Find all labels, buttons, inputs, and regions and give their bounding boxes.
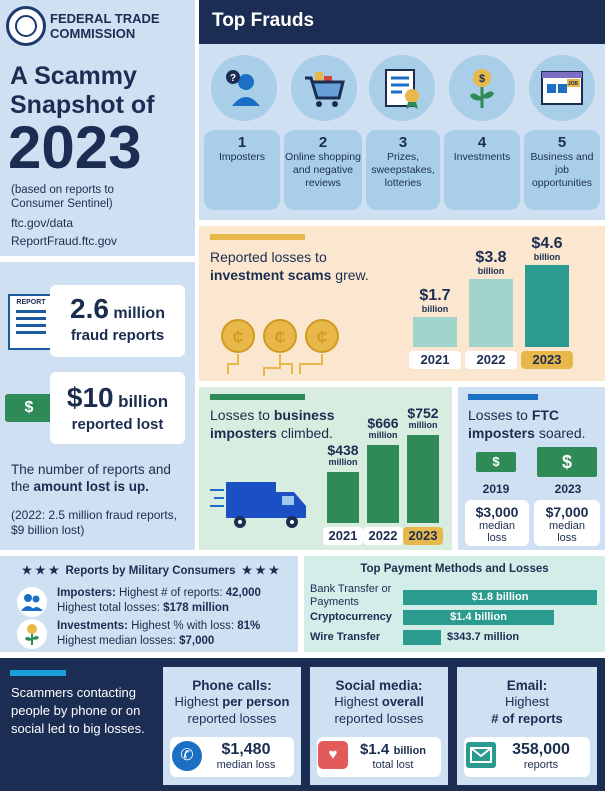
coins-icon (220, 318, 350, 383)
data-link[interactable]: ftc.gov/data (11, 216, 74, 230)
fraud-label: Imposters (218, 151, 266, 163)
fraud-label: Prizes, sweepstakes, lotteries (371, 151, 435, 189)
payment-category: Wire Transfer (310, 631, 381, 643)
ftc-tail: soared. (538, 425, 586, 441)
money-plant-icon (449, 55, 515, 121)
investments-text: Highest % with loss: (131, 620, 235, 632)
ftc-desc: median (548, 520, 586, 532)
military-investments (57, 619, 297, 649)
title-line1: A Scammy (10, 62, 137, 90)
reports-stat-card (50, 285, 185, 357)
social-value: $1.4 (359, 741, 390, 758)
bar-year-label: 2023 (521, 351, 573, 369)
fraud-card-4 (444, 130, 520, 210)
phone-line2: Highest (174, 694, 219, 709)
title-note: (based on reports to Consumer Sentinel) (11, 184, 114, 210)
investments-num: 81% (237, 620, 261, 632)
bar-value-label: $4.6 (531, 235, 563, 252)
reports-value: 2.6 (70, 293, 109, 324)
social-desc: total lost (372, 759, 414, 771)
ftc-desc: loss (487, 532, 507, 544)
fraud-rank: 1 (237, 134, 247, 151)
investments-num2: $7,000 (179, 635, 215, 647)
ftc-seal-icon (6, 6, 46, 46)
summary-bold: amount lost is up. (33, 479, 150, 494)
summary-text: The number of reports and the (11, 462, 171, 494)
bar-unit-label: billion (421, 304, 449, 314)
payment-value-label: $343.7 million (447, 631, 520, 643)
report-fraud-link[interactable]: ReportFraud.ftc.gov (11, 234, 118, 248)
social-unit: billion (393, 745, 427, 757)
military-heading (8, 563, 293, 577)
shopping-cart-icon (291, 55, 357, 121)
payment-value-label: $1.8 billion (471, 591, 529, 603)
payment-bar (403, 630, 441, 645)
social-title: Social media: (335, 678, 423, 693)
svg-text:?: ? (229, 73, 237, 84)
ftc-year: 2023 (554, 482, 582, 496)
people-icon (17, 587, 47, 617)
bar-unit-label: million (368, 430, 398, 440)
investments-label: Investments: (57, 620, 128, 632)
delivery-truck-icon (210, 478, 310, 535)
svg-text:₵: ₵ (274, 329, 286, 346)
investment-headline (210, 248, 380, 284)
business-tail: climbed. (280, 425, 333, 441)
star-icon: ★ ★ ★ (241, 565, 280, 577)
ftc-bold1: FTC (531, 407, 560, 423)
ftc-bold2: imposters (468, 425, 535, 441)
title-line2: Snapshot of (10, 91, 155, 119)
email-value: 358,000 (512, 741, 570, 758)
email-line2: Highest (504, 694, 550, 709)
fraud-label: Online shopping and negative reviews (285, 151, 361, 189)
svg-text:$: $ (478, 73, 486, 85)
bar-year-label: 2022 (363, 527, 403, 545)
phone-desc: median loss (216, 759, 276, 771)
investment-bold: investment scams (210, 267, 332, 283)
bar-unit-label: million (328, 457, 358, 467)
payment-category: Bank Transfer or Payments (310, 583, 392, 608)
ftc-year: 2019 (482, 482, 510, 496)
reports-unit: million (113, 305, 165, 322)
top-frauds-heading: Top Frauds (212, 10, 315, 31)
payment-value-label: $1.4 billion (450, 611, 507, 623)
fraud-rank: 2 (318, 134, 328, 151)
business-headline (210, 406, 340, 442)
business-bold1: business (273, 407, 335, 423)
page-title (10, 62, 154, 120)
ftc-lead: Losses to (468, 407, 528, 423)
reports-desc: fraud reports (70, 327, 165, 344)
chart-bar (407, 435, 439, 523)
ftc-desc: median (478, 520, 516, 532)
investments-text2: Highest median losses: (57, 635, 176, 647)
ftc-value: $7,000 (545, 504, 589, 520)
email-line3: # of reports (491, 711, 563, 726)
accent-bar (10, 670, 66, 676)
fraud-card-1 (204, 130, 280, 210)
social-line3: reported losses (334, 711, 424, 726)
chart-bar (327, 472, 359, 523)
bar-year-label: 2023 (403, 527, 443, 545)
social-line2: Highest (334, 694, 379, 709)
money-plant-small-icon (17, 619, 47, 649)
email-desc: reports (523, 759, 559, 771)
phone-title: Phone calls: (192, 678, 272, 693)
contact-intro: Scammers contacting people by phone or on social led to big losses. (11, 685, 145, 736)
title-year: 2023 (8, 114, 142, 181)
previous-year-note: (2022: 2.5 million fraud reports, $9 billion lost) (11, 508, 178, 537)
imposters-num2: $178 million (163, 602, 229, 614)
chart-bar (525, 265, 569, 347)
bar-value-label: $438 (327, 442, 359, 458)
ftc-card-2023 (534, 500, 600, 546)
ftc-card-2019 (465, 500, 529, 546)
accent-bar (210, 394, 305, 400)
phone-value: $1,480 (221, 741, 271, 758)
bar-value-label: $1.7 (419, 287, 451, 304)
dollar-bill-small-icon: $ (476, 452, 516, 472)
fraud-rank: 3 (398, 134, 408, 151)
imposters-text2: Highest total losses: (57, 602, 160, 614)
bar-year-label: 2021 (409, 351, 461, 369)
svg-text:₵: ₵ (316, 329, 328, 346)
prize-certificate-icon (369, 55, 435, 121)
investment-lead: Reported losses to (210, 249, 327, 265)
social-line2-bold: overall (381, 694, 424, 709)
lost-unit: billion (118, 392, 169, 411)
lost-desc: reported lost (71, 416, 164, 433)
imposters-label: Imposters: (57, 587, 116, 599)
fraud-rank: 4 (477, 134, 487, 151)
imposter-icon (211, 55, 277, 121)
bar-unit-label: billion (533, 252, 561, 262)
bar-unit-label: billion (477, 266, 505, 276)
fraud-card-5 (524, 130, 600, 210)
chart-bar (367, 445, 399, 523)
ftc-desc: loss (557, 532, 577, 544)
payment-category: Cryptocurrency (310, 611, 392, 623)
ftc-headline (468, 406, 603, 442)
investment-tail: grew. (335, 267, 369, 283)
report-icon-label: REPORT (16, 299, 46, 306)
svg-text:₵: ₵ (232, 329, 244, 346)
star-icon: ★ ★ ★ (21, 565, 60, 577)
bar-value-label: $752 (407, 405, 439, 421)
dollar-bill-large-icon: $ (537, 447, 597, 477)
chart-bar (413, 317, 457, 347)
bar-value-label: $666 (367, 415, 399, 431)
fraud-rank: 5 (557, 134, 567, 151)
envelope-icon (466, 742, 496, 768)
phone-icon: ✆ (172, 741, 202, 771)
fraud-label: Investments (453, 151, 511, 163)
org-name (50, 11, 160, 41)
svg-text:JOB: JOB (567, 81, 579, 87)
business-lead: Losses to (210, 407, 270, 423)
phone-line3: reported losses (187, 711, 277, 726)
military-imposters (57, 586, 297, 616)
imposters-text: Highest # of reports: (119, 587, 223, 599)
bar-year-label: 2022 (465, 351, 517, 369)
stats-summary (11, 461, 189, 495)
heart-chat-icon: ♥ (318, 741, 348, 769)
job-website-icon (529, 55, 595, 121)
accent-bar (210, 234, 305, 240)
phone-line2-bold: per person (222, 694, 290, 709)
accent-bar (468, 394, 538, 400)
payment-heading: Top Payment Methods and Losses (360, 563, 549, 575)
report-document-icon (8, 294, 54, 350)
fraud-label: Business and job opportunities (530, 151, 594, 189)
fraud-card-3 (366, 130, 440, 210)
bar-value-label: $3.8 (475, 249, 507, 266)
email-title: Email: (506, 678, 548, 693)
chart-bar (469, 279, 513, 347)
dollar-bill-icon: $ (5, 394, 53, 422)
military-heading-text: Reports by Military Consumers (65, 565, 236, 577)
bar-year-label: 2021 (323, 527, 363, 545)
fraud-card-2 (284, 130, 362, 210)
business-bold2: imposters (210, 425, 277, 441)
lost-stat-card (50, 372, 185, 444)
org-line1: FEDERAL TRADE (50, 11, 160, 26)
bar-unit-label: million (408, 420, 438, 430)
org-line2: COMMISSION (50, 26, 136, 41)
ftc-value: $3,000 (475, 504, 519, 520)
lost-value: $10 (66, 382, 114, 413)
imposters-num: 42,000 (225, 587, 261, 599)
